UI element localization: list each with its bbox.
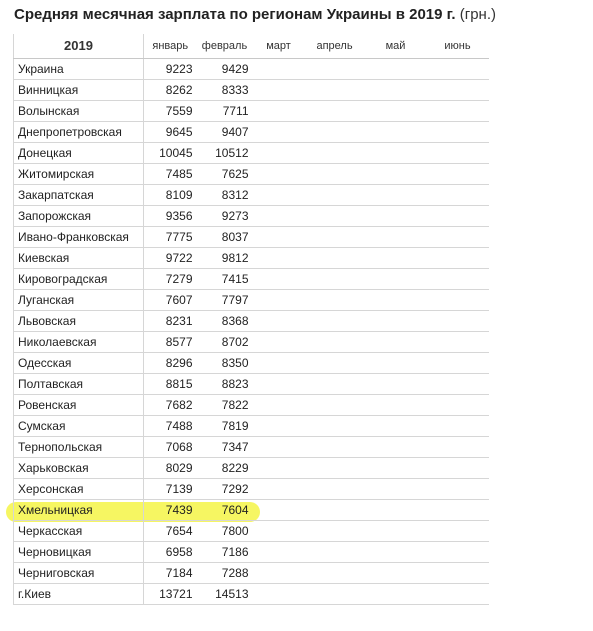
table-row xyxy=(14,331,489,352)
empty-cell xyxy=(365,100,427,121)
empty-cell xyxy=(365,562,427,583)
empty-cell xyxy=(305,310,365,331)
page-title xyxy=(14,6,589,23)
empty-cell xyxy=(305,331,365,352)
empty-cell xyxy=(305,289,365,310)
empty-cell xyxy=(365,268,427,289)
empty-cell xyxy=(253,499,305,520)
february-value: 9273 xyxy=(197,205,253,226)
empty-cell xyxy=(253,583,305,604)
empty-cell xyxy=(427,268,489,289)
region-cell: Украина xyxy=(14,58,144,79)
january-value: 8109 xyxy=(144,184,197,205)
year-header: 2019 xyxy=(14,34,144,58)
month-header: январь xyxy=(144,34,197,58)
empty-cell xyxy=(427,247,489,268)
empty-cell xyxy=(253,436,305,457)
january-value: 6958 xyxy=(144,541,197,562)
empty-cell xyxy=(427,541,489,562)
table-row xyxy=(14,79,489,100)
region-cell: Львовская xyxy=(14,310,144,331)
table-row xyxy=(14,226,489,247)
region-cell: Ровенская xyxy=(14,394,144,415)
empty-cell xyxy=(427,457,489,478)
february-value: 8823 xyxy=(197,373,253,394)
table-row xyxy=(14,100,489,121)
empty-cell xyxy=(365,226,427,247)
february-value: 9812 xyxy=(197,247,253,268)
empty-cell xyxy=(305,352,365,373)
region-cell: Николаевская xyxy=(14,331,144,352)
empty-cell xyxy=(305,415,365,436)
february-value: 8702 xyxy=(197,331,253,352)
february-value: 7186 xyxy=(197,541,253,562)
region-cell: Сумская xyxy=(14,415,144,436)
empty-cell xyxy=(365,310,427,331)
empty-cell xyxy=(427,58,489,79)
january-value: 7068 xyxy=(144,436,197,457)
empty-cell xyxy=(365,289,427,310)
empty-cell xyxy=(253,205,305,226)
table-row xyxy=(14,289,489,310)
empty-cell xyxy=(365,373,427,394)
february-value: 10512 xyxy=(197,142,253,163)
empty-cell xyxy=(427,520,489,541)
february-value: 9429 xyxy=(197,58,253,79)
empty-cell xyxy=(427,289,489,310)
empty-cell xyxy=(365,163,427,184)
title-unit: (грн.) xyxy=(459,6,497,23)
february-value: 8037 xyxy=(197,226,253,247)
february-value: 8333 xyxy=(197,79,253,100)
empty-cell xyxy=(427,205,489,226)
region-cell: Хмельницкая xyxy=(14,499,144,520)
empty-cell xyxy=(427,373,489,394)
empty-cell xyxy=(365,142,427,163)
january-value: 9722 xyxy=(144,247,197,268)
empty-cell xyxy=(253,331,305,352)
month-header: июнь xyxy=(427,34,489,58)
empty-cell xyxy=(365,499,427,520)
empty-cell xyxy=(305,394,365,415)
january-value: 7682 xyxy=(144,394,197,415)
empty-cell xyxy=(253,415,305,436)
table-row xyxy=(14,415,489,436)
region-cell: г.Киев xyxy=(14,583,144,604)
empty-cell xyxy=(253,184,305,205)
empty-cell xyxy=(365,79,427,100)
region-cell: Донецкая xyxy=(14,142,144,163)
region-cell: Черкасская xyxy=(14,520,144,541)
empty-cell xyxy=(305,499,365,520)
empty-cell xyxy=(305,184,365,205)
january-value: 10045 xyxy=(144,142,197,163)
empty-cell xyxy=(427,184,489,205)
empty-cell xyxy=(427,562,489,583)
table-row xyxy=(14,205,489,226)
empty-cell xyxy=(427,121,489,142)
empty-cell xyxy=(305,79,365,100)
table-row xyxy=(14,499,489,520)
empty-cell xyxy=(253,520,305,541)
empty-cell xyxy=(427,310,489,331)
january-value: 9356 xyxy=(144,205,197,226)
empty-cell xyxy=(253,247,305,268)
empty-cell xyxy=(253,310,305,331)
table-row xyxy=(14,583,489,604)
region-cell: Житомирская xyxy=(14,163,144,184)
table-row xyxy=(14,352,489,373)
empty-cell xyxy=(253,478,305,499)
empty-cell xyxy=(253,289,305,310)
region-cell: Луганская xyxy=(14,289,144,310)
empty-cell xyxy=(365,520,427,541)
empty-cell xyxy=(427,415,489,436)
table-row xyxy=(14,163,489,184)
february-value: 14513 xyxy=(197,583,253,604)
empty-cell xyxy=(305,478,365,499)
empty-cell xyxy=(427,100,489,121)
header-row xyxy=(14,34,489,58)
empty-cell xyxy=(427,436,489,457)
february-value: 7288 xyxy=(197,562,253,583)
empty-cell xyxy=(427,583,489,604)
january-value: 8577 xyxy=(144,331,197,352)
empty-cell xyxy=(305,268,365,289)
region-cell: Черниговская xyxy=(14,562,144,583)
empty-cell xyxy=(305,58,365,79)
empty-cell xyxy=(305,373,365,394)
february-value: 7292 xyxy=(197,478,253,499)
region-cell: Днепропетровская xyxy=(14,121,144,142)
january-value: 7607 xyxy=(144,289,197,310)
table-row xyxy=(14,58,489,79)
month-header: март xyxy=(253,34,305,58)
empty-cell xyxy=(305,142,365,163)
empty-cell xyxy=(427,79,489,100)
empty-cell xyxy=(253,541,305,562)
table-body xyxy=(14,58,489,604)
empty-cell xyxy=(253,121,305,142)
january-value: 9645 xyxy=(144,121,197,142)
january-value: 7439 xyxy=(144,499,197,520)
empty-cell xyxy=(365,415,427,436)
empty-cell xyxy=(365,352,427,373)
january-value: 7775 xyxy=(144,226,197,247)
empty-cell xyxy=(253,352,305,373)
empty-cell xyxy=(305,541,365,562)
table-row xyxy=(14,562,489,583)
empty-cell xyxy=(253,268,305,289)
february-value: 8312 xyxy=(197,184,253,205)
region-cell: Ивано-Франковская xyxy=(14,226,144,247)
february-value: 7822 xyxy=(197,394,253,415)
january-value: 8815 xyxy=(144,373,197,394)
month-header: апрель xyxy=(305,34,365,58)
table-row xyxy=(14,541,489,562)
region-cell: Киевская xyxy=(14,247,144,268)
region-cell: Херсонская xyxy=(14,478,144,499)
empty-cell xyxy=(305,163,365,184)
january-value: 13721 xyxy=(144,583,197,604)
empty-cell xyxy=(253,226,305,247)
region-cell: Закарпатская xyxy=(14,184,144,205)
january-value: 8296 xyxy=(144,352,197,373)
empty-cell xyxy=(427,331,489,352)
empty-cell xyxy=(305,562,365,583)
february-value: 8368 xyxy=(197,310,253,331)
empty-cell xyxy=(427,478,489,499)
region-cell: Полтавская xyxy=(14,373,144,394)
february-value: 9407 xyxy=(197,121,253,142)
table-row xyxy=(14,268,489,289)
region-cell: Харьковская xyxy=(14,457,144,478)
empty-cell xyxy=(365,541,427,562)
january-value: 7139 xyxy=(144,478,197,499)
empty-cell xyxy=(365,331,427,352)
january-value: 7184 xyxy=(144,562,197,583)
empty-cell xyxy=(253,373,305,394)
empty-cell xyxy=(365,247,427,268)
empty-cell xyxy=(253,100,305,121)
january-value: 8262 xyxy=(144,79,197,100)
empty-cell xyxy=(253,142,305,163)
february-value: 7800 xyxy=(197,520,253,541)
empty-cell xyxy=(365,583,427,604)
empty-cell xyxy=(253,79,305,100)
empty-cell xyxy=(253,562,305,583)
region-cell: Черновицкая xyxy=(14,541,144,562)
february-value: 7711 xyxy=(197,100,253,121)
month-header: февраль xyxy=(197,34,253,58)
january-value: 8029 xyxy=(144,457,197,478)
empty-cell xyxy=(365,394,427,415)
january-value: 7488 xyxy=(144,415,197,436)
table-row xyxy=(14,184,489,205)
table-row xyxy=(14,310,489,331)
february-value: 7797 xyxy=(197,289,253,310)
february-value: 7347 xyxy=(197,436,253,457)
february-value: 7625 xyxy=(197,163,253,184)
empty-cell xyxy=(427,142,489,163)
table-row xyxy=(14,478,489,499)
table-row xyxy=(14,394,489,415)
empty-cell xyxy=(427,394,489,415)
empty-cell xyxy=(365,205,427,226)
february-value: 8350 xyxy=(197,352,253,373)
empty-cell xyxy=(253,457,305,478)
empty-cell xyxy=(305,226,365,247)
region-cell: Запорожская xyxy=(14,205,144,226)
empty-cell xyxy=(427,163,489,184)
january-value: 7654 xyxy=(144,520,197,541)
february-value: 8229 xyxy=(197,457,253,478)
empty-cell xyxy=(305,121,365,142)
empty-cell xyxy=(427,226,489,247)
february-value: 7415 xyxy=(197,268,253,289)
table-row xyxy=(14,373,489,394)
empty-cell xyxy=(305,520,365,541)
empty-cell xyxy=(305,247,365,268)
empty-cell xyxy=(253,58,305,79)
empty-cell xyxy=(305,583,365,604)
january-value: 7279 xyxy=(144,268,197,289)
region-cell: Винницкая xyxy=(14,79,144,100)
february-value: 7819 xyxy=(197,415,253,436)
january-value: 8231 xyxy=(144,310,197,331)
january-value: 9223 xyxy=(144,58,197,79)
empty-cell xyxy=(365,121,427,142)
empty-cell xyxy=(365,184,427,205)
month-header: май xyxy=(365,34,427,58)
region-cell: Одесская xyxy=(14,352,144,373)
empty-cell xyxy=(427,499,489,520)
region-cell: Кировоградская xyxy=(14,268,144,289)
salary-table xyxy=(13,34,489,605)
empty-cell xyxy=(365,58,427,79)
january-value: 7559 xyxy=(144,100,197,121)
region-cell: Волынская xyxy=(14,100,144,121)
table-row xyxy=(14,457,489,478)
table-row xyxy=(14,142,489,163)
table-row xyxy=(14,121,489,142)
empty-cell xyxy=(305,100,365,121)
empty-cell xyxy=(253,394,305,415)
empty-cell xyxy=(305,436,365,457)
table-row xyxy=(14,436,489,457)
empty-cell xyxy=(305,205,365,226)
region-cell: Тернопольская xyxy=(14,436,144,457)
february-value: 7604 xyxy=(197,499,253,520)
empty-cell xyxy=(365,478,427,499)
january-value: 7485 xyxy=(144,163,197,184)
empty-cell xyxy=(427,352,489,373)
table-row xyxy=(14,247,489,268)
empty-cell xyxy=(365,436,427,457)
empty-cell xyxy=(305,457,365,478)
empty-cell xyxy=(365,457,427,478)
title-main: Средняя месячная зарплата по регионам Украины в 2019 г. xyxy=(14,6,456,23)
empty-cell xyxy=(253,163,305,184)
table-row xyxy=(14,520,489,541)
